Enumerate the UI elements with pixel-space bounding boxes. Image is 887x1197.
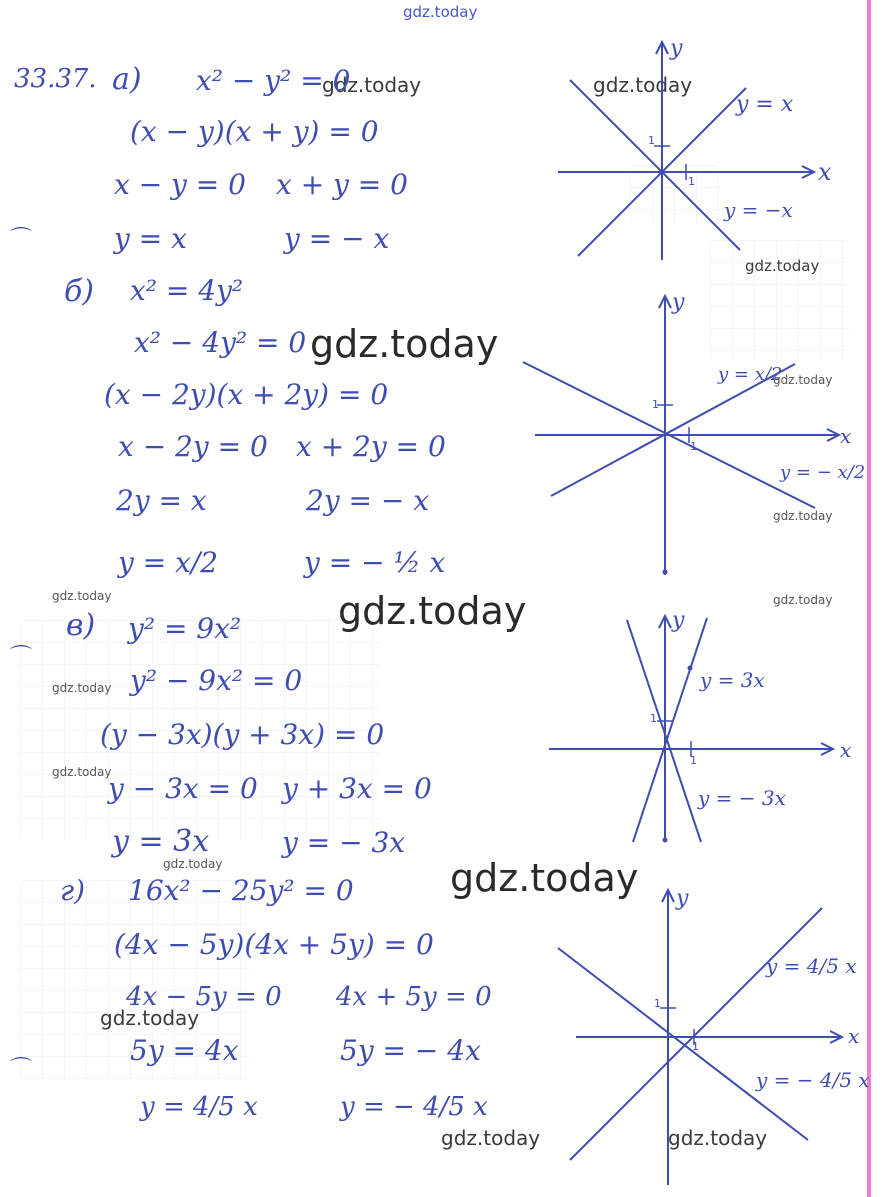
margin-bracket: ⌒ — [10, 645, 33, 670]
part-g-label: г) — [60, 874, 86, 907]
margin-bracket: ⌒ — [10, 1057, 33, 1082]
part-v-label: в) — [66, 608, 96, 643]
part-b-line1-label: y = x/2 — [718, 364, 783, 385]
part-v-tick-y: 1 — [650, 712, 657, 725]
part-b-factor1: x − 2y = 0 — [118, 430, 268, 463]
part-v-factor1: y − 3x = 0 — [108, 772, 258, 805]
part-g-tick-y: 1 — [654, 997, 661, 1010]
watermark: gdz.today — [100, 1006, 200, 1030]
watermark: gdz.today — [403, 3, 478, 21]
part-g-graph — [540, 880, 870, 1190]
watermark: gdz.today — [52, 681, 112, 695]
part-g-step2: 5y = − 4x — [340, 1034, 481, 1067]
part-v-line1-label: y = 3x — [700, 668, 765, 692]
part-b-solution1: y = x/2 — [118, 546, 219, 579]
part-b-tick-x: 1 — [690, 440, 697, 453]
part-b-step2: 2y = − x — [306, 484, 430, 517]
part-b-moved: x² − 4y² = 0 — [134, 326, 307, 359]
watermark: gdz.today — [773, 509, 833, 523]
watermark: gdz.today — [773, 593, 833, 607]
part-b-factored: (x − 2y)(x + 2y) = 0 — [104, 378, 389, 411]
part-v-equation: y² = 9x² — [128, 612, 242, 645]
watermark: gdz.today — [593, 73, 693, 97]
part-g-axis-y: y — [676, 886, 689, 911]
watermark: gdz.today — [338, 589, 527, 633]
part-g-tick-x: 1 — [692, 1040, 699, 1053]
part-b-equation: x² = 4y² — [130, 274, 244, 307]
watermark: gdz.today — [450, 856, 639, 900]
part-a-graph — [550, 38, 850, 268]
part-a-factored: (x − y)(x + y) = 0 — [130, 115, 379, 148]
part-g-solution2: y = − 4/5 x — [340, 1092, 488, 1122]
part-a-tick-x: 1 — [688, 175, 695, 188]
part-g-factor2: 4x + 5y = 0 — [336, 982, 492, 1012]
part-g-step1: 5y = 4x — [130, 1034, 239, 1067]
watermark: gdz.today — [322, 73, 422, 97]
watermark: gdz.today — [163, 857, 223, 871]
watermark: gdz.today — [773, 373, 833, 387]
part-g-axis-x: x — [848, 1024, 860, 1048]
part-a-tick-y: 1 — [648, 134, 655, 147]
part-b-axis-y: y — [672, 290, 685, 315]
part-b-line2-label: y = − x/2 — [780, 462, 866, 483]
part-v-factor2: y + 3x = 0 — [282, 772, 432, 805]
part-b-tick-y: 1 — [652, 398, 659, 411]
part-a-axis-y: y — [670, 36, 683, 61]
part-a-axis-x: x — [818, 158, 832, 186]
part-b-graph — [515, 290, 855, 585]
problem-number: 33.37. — [14, 64, 97, 94]
part-a-solution1: y = x — [114, 222, 187, 255]
part-a-line1-label: y = x — [736, 92, 794, 117]
watermark: gdz.today — [52, 589, 112, 603]
watermark: gdz.today — [668, 1126, 768, 1150]
part-a-line2-label: y = −x — [724, 198, 793, 222]
part-g-solution1: y = 4/5 x — [140, 1092, 258, 1122]
part-v-axis-y: y — [672, 608, 685, 633]
watermark: gdz.today — [441, 1126, 541, 1150]
part-v-line2-label: y = − 3x — [698, 786, 786, 810]
part-a-factor1: x − y = 0 — [114, 168, 246, 201]
part-a-equation: x² − y² = 0 — [196, 64, 351, 97]
part-a-label: а) — [112, 62, 142, 97]
part-v-moved: y² − 9x² = 0 — [130, 664, 303, 697]
part-v-graph — [545, 610, 865, 850]
part-g-equation: 16x² − 25y² = 0 — [128, 874, 354, 907]
part-v-factored: (y − 3x)(y + 3x) = 0 — [100, 718, 385, 751]
watermark: gdz.today — [745, 257, 820, 275]
part-v-solution2: y = − 3x — [282, 826, 406, 859]
part-a-factor2: x + y = 0 — [276, 168, 408, 201]
watermark: gdz.today — [52, 765, 112, 779]
part-v-axis-x: x — [840, 738, 852, 762]
part-b-factor2: x + 2y = 0 — [296, 430, 446, 463]
watermark: gdz.today — [310, 322, 499, 366]
part-g-line2-label: y = − 4/5 x — [756, 1068, 870, 1092]
part-v-tick-x: 1 — [690, 754, 697, 767]
part-b-step1: 2y = x — [116, 484, 207, 517]
part-g-factor1: 4x − 5y = 0 — [126, 982, 282, 1012]
part-a-solution2: y = − x — [284, 222, 390, 255]
part-b-label: б) — [64, 274, 95, 309]
part-g-line1-label: y = 4/5 x — [766, 954, 857, 978]
part-g-factored: (4x − 5y)(4x + 5y) = 0 — [114, 928, 434, 961]
part-b-axis-x: x — [840, 424, 852, 448]
margin-bracket: ⌒ — [10, 227, 33, 252]
part-v-solution1: y = 3x — [112, 824, 210, 859]
part-b-solution2: y = − ½ x — [304, 546, 446, 579]
